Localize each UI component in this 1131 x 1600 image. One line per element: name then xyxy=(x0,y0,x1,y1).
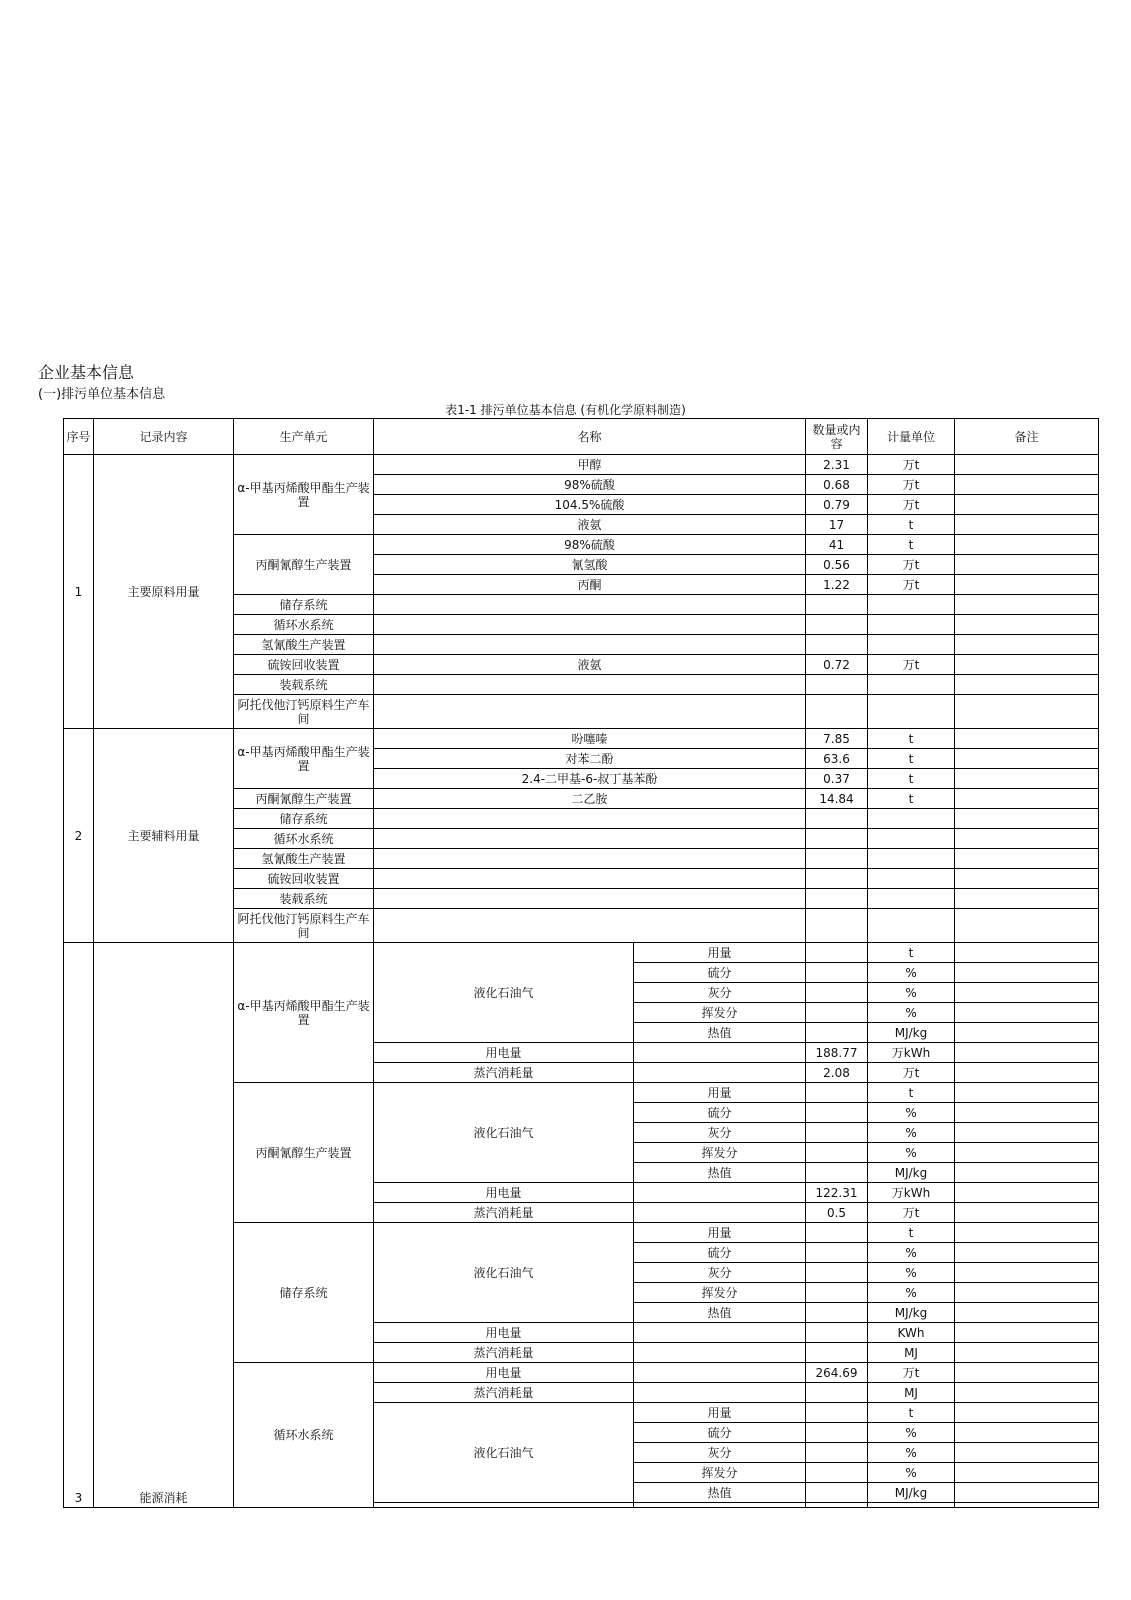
sec1-unit-h: 阿托伐他汀钙原料生产车间 xyxy=(234,695,374,729)
table-row xyxy=(64,943,1099,963)
auxiliary-qty xyxy=(806,849,868,869)
energy-mu: % xyxy=(868,1143,955,1163)
auxiliary-name: 对苯二酚 xyxy=(374,749,806,769)
elec-sub xyxy=(634,1363,806,1383)
remark-cell xyxy=(955,1263,1099,1283)
header-name: 名称 xyxy=(374,419,806,455)
material-mu: t xyxy=(868,535,955,555)
prop-label: 用量 xyxy=(634,1403,806,1423)
steam-label: 蒸汽消耗量 xyxy=(374,1343,634,1363)
remark-cell xyxy=(955,1083,1099,1103)
energy-qty xyxy=(806,943,868,963)
table-header-row xyxy=(64,419,1099,455)
remark-cell xyxy=(955,455,1099,475)
header-qty: 数量或内容 xyxy=(806,419,868,455)
remark-cell xyxy=(955,1483,1099,1503)
energy-mu: % xyxy=(868,983,955,1003)
remark-cell xyxy=(955,595,1099,615)
sec1-unit-b: 丙酮氰醇生产装置 xyxy=(234,535,374,595)
material-qty: 17 xyxy=(806,515,868,535)
remark-cell xyxy=(955,1163,1099,1183)
energy-mu: % xyxy=(868,1123,955,1143)
auxiliary-name: 二乙胺 xyxy=(374,789,806,809)
auxiliary-mu: t xyxy=(868,749,955,769)
remark-cell xyxy=(955,1183,1099,1203)
prop-label: 热值 xyxy=(634,1023,806,1043)
remark-cell xyxy=(955,1063,1099,1083)
energy-mu: MJ/kg xyxy=(868,1163,955,1183)
energy-mu: MJ/kg xyxy=(868,1023,955,1043)
material-qty: 2.31 xyxy=(806,455,868,475)
table-caption: 表1-1 排污单位基本信息 (有机化学原料制造) xyxy=(445,403,686,417)
energy-qty: 0.5 xyxy=(806,1203,868,1223)
sec1-unit-e: 氢氰酸生产装置 xyxy=(234,635,374,655)
auxiliary-name: 2.4-二甲基-6-叔丁基苯酚 xyxy=(374,769,806,789)
remark-cell xyxy=(955,1103,1099,1123)
material-qty: 0.72 xyxy=(806,655,868,675)
remark-cell xyxy=(955,849,1099,869)
energy-mu: KWh xyxy=(868,1323,955,1343)
lpg-label: 液化石油气 xyxy=(374,1083,634,1183)
remark-cell xyxy=(955,1023,1099,1043)
material-name: 98%硫酸 xyxy=(374,475,806,495)
energy-mu: % xyxy=(868,1423,955,1443)
remark-cell xyxy=(955,1243,1099,1263)
auxiliary-mu: t xyxy=(868,789,955,809)
energy-mu: MJ xyxy=(868,1343,955,1363)
material-name: 甲醇 xyxy=(374,455,806,475)
prop-label: 硫分 xyxy=(634,1103,806,1123)
sec2-record: 主要辅料用量 xyxy=(94,729,234,943)
steam-sub xyxy=(634,1383,806,1403)
material-name xyxy=(374,675,806,695)
prop-label: 用量 xyxy=(634,1223,806,1243)
steam-label: 蒸汽消耗量 xyxy=(374,1383,634,1403)
energy-qty xyxy=(806,1443,868,1463)
sec3-unit-c: 储存系统 xyxy=(234,1223,374,1363)
energy-qty xyxy=(806,1143,868,1163)
material-qty xyxy=(806,595,868,615)
auxiliary-qty: 63.6 xyxy=(806,749,868,769)
prop-label: 硫分 xyxy=(634,1243,806,1263)
prop-label: 硫分 xyxy=(634,1423,806,1443)
header-unit: 生产单元 xyxy=(234,419,374,455)
auxiliary-mu: t xyxy=(868,729,955,749)
sec1-unit-d: 循环水系统 xyxy=(234,615,374,635)
energy-mu: 万t xyxy=(868,1063,955,1083)
material-qty: 0.56 xyxy=(806,555,868,575)
remark-cell xyxy=(955,809,1099,829)
energy-qty: 2.08 xyxy=(806,1063,868,1083)
elec-sub xyxy=(634,1043,806,1063)
energy-mu: t xyxy=(868,1223,955,1243)
energy-qty: 122.31 xyxy=(806,1183,868,1203)
energy-qty xyxy=(806,1483,868,1503)
energy-qty xyxy=(806,1023,868,1043)
energy-qty xyxy=(806,1283,868,1303)
remark-cell xyxy=(955,695,1099,729)
material-qty: 0.79 xyxy=(806,495,868,515)
sec1-unit-a: α-甲基丙烯酸甲酯生产装置 xyxy=(234,455,374,535)
remark-cell xyxy=(955,1203,1099,1223)
remark-cell xyxy=(955,1363,1099,1383)
remark-cell xyxy=(955,1003,1099,1023)
remark-cell xyxy=(955,635,1099,655)
energy-qty xyxy=(806,1383,868,1403)
material-qty: 41 xyxy=(806,535,868,555)
auxiliary-mu xyxy=(868,809,955,829)
auxiliary-name xyxy=(374,809,806,829)
sec2-unit-h: 阿托伐他汀钙原料生产车间 xyxy=(234,909,374,943)
remark-cell xyxy=(955,555,1099,575)
document-heading: 企业基本信息 xyxy=(38,363,135,382)
remark-cell xyxy=(955,1303,1099,1323)
prop-label: 热值 xyxy=(634,1483,806,1503)
energy-mu: 万t xyxy=(868,1363,955,1383)
energy-mu: t xyxy=(868,1403,955,1423)
remark-cell xyxy=(955,1143,1099,1163)
auxiliary-mu xyxy=(868,889,955,909)
steam-sub xyxy=(634,1203,806,1223)
remark-cell xyxy=(955,475,1099,495)
remark-cell xyxy=(955,515,1099,535)
remark-cell xyxy=(955,1463,1099,1483)
cut-cell xyxy=(374,1503,634,1508)
prop-label: 用量 xyxy=(634,1083,806,1103)
material-name xyxy=(374,615,806,635)
remark-cell xyxy=(955,1403,1099,1423)
header-mu: 计量单位 xyxy=(868,419,955,455)
elec-label: 用电量 xyxy=(374,1043,634,1063)
sec2-seq: 2 xyxy=(64,729,94,943)
prop-label: 挥发分 xyxy=(634,1143,806,1163)
energy-mu: MJ/kg xyxy=(868,1483,955,1503)
energy-qty xyxy=(806,1343,868,1363)
remark-cell xyxy=(955,1443,1099,1463)
auxiliary-name xyxy=(374,869,806,889)
material-mu: 万t xyxy=(868,655,955,675)
auxiliary-mu xyxy=(868,869,955,889)
material-name xyxy=(374,635,806,655)
auxiliary-qty: 0.37 xyxy=(806,769,868,789)
remark-cell xyxy=(955,1223,1099,1243)
sec2-unit-g: 装载系统 xyxy=(234,889,374,909)
energy-mu: t xyxy=(868,1083,955,1103)
material-mu: 万t xyxy=(868,495,955,515)
remark-cell xyxy=(955,889,1099,909)
energy-qty: 264.69 xyxy=(806,1363,868,1383)
sec1-record: 主要原料用量 xyxy=(94,455,234,729)
steam-sub xyxy=(634,1063,806,1083)
cut-cell xyxy=(868,1503,955,1508)
auxiliary-qty xyxy=(806,889,868,909)
material-name xyxy=(374,595,806,615)
lpg-label: 液化石油气 xyxy=(374,1223,634,1323)
energy-mu: t xyxy=(868,943,955,963)
energy-qty xyxy=(806,1463,868,1483)
remark-cell xyxy=(955,675,1099,695)
energy-mu: MJ/kg xyxy=(868,1303,955,1323)
sec2-unit-b: 丙酮氰醇生产装置 xyxy=(234,789,374,809)
energy-qty xyxy=(806,1303,868,1323)
auxiliary-name xyxy=(374,889,806,909)
sec1-unit-g: 装载系统 xyxy=(234,675,374,695)
prop-label: 灰分 xyxy=(634,983,806,1003)
energy-mu: % xyxy=(868,1463,955,1483)
remark-cell xyxy=(955,729,1099,749)
cut-cell xyxy=(634,1503,806,1508)
energy-mu: % xyxy=(868,1103,955,1123)
energy-mu: % xyxy=(868,1263,955,1283)
remark-cell xyxy=(955,943,1099,963)
material-name: 氰氢酸 xyxy=(374,555,806,575)
material-mu xyxy=(868,695,955,729)
material-qty xyxy=(806,615,868,635)
remark-cell xyxy=(955,769,1099,789)
remark-cell xyxy=(955,749,1099,769)
energy-qty xyxy=(806,983,868,1003)
energy-qty xyxy=(806,1223,868,1243)
elec-label: 用电量 xyxy=(374,1363,634,1383)
elec-sub xyxy=(634,1183,806,1203)
remark-cell xyxy=(955,575,1099,595)
prop-label: 灰分 xyxy=(634,1123,806,1143)
sec3-unit-d: 循环水系统 xyxy=(234,1363,374,1508)
sec3-unit-a: α-甲基丙烯酸甲酯生产装置 xyxy=(234,943,374,1083)
remark-cell xyxy=(955,869,1099,889)
elec-label: 用电量 xyxy=(374,1183,634,1203)
material-name: 104.5%硫酸 xyxy=(374,495,806,515)
sec3-unit-b: 丙酮氰醇生产装置 xyxy=(234,1083,374,1223)
energy-qty: 188.77 xyxy=(806,1043,868,1063)
material-mu xyxy=(868,635,955,655)
material-qty: 1.22 xyxy=(806,575,868,595)
remark-cell xyxy=(955,909,1099,943)
material-name: 液氨 xyxy=(374,655,806,675)
prop-label: 热值 xyxy=(634,1163,806,1183)
remark-cell xyxy=(955,983,1099,1003)
energy-qty xyxy=(806,1423,868,1443)
steam-label: 蒸汽消耗量 xyxy=(374,1063,634,1083)
material-mu xyxy=(868,615,955,635)
material-mu: 万t xyxy=(868,555,955,575)
remark-cell xyxy=(955,1123,1099,1143)
material-mu xyxy=(868,675,955,695)
auxiliary-qty: 7.85 xyxy=(806,729,868,749)
sec1-seq: 1 xyxy=(64,455,94,729)
material-qty: 0.68 xyxy=(806,475,868,495)
sec2-unit-c: 储存系统 xyxy=(234,809,374,829)
material-mu: t xyxy=(868,515,955,535)
material-name xyxy=(374,695,806,729)
energy-qty xyxy=(806,1083,868,1103)
header-record: 记录内容 xyxy=(94,419,234,455)
energy-qty xyxy=(806,1103,868,1123)
cut-cell xyxy=(806,1503,868,1508)
energy-mu: 万t xyxy=(868,1203,955,1223)
table-row xyxy=(64,455,1099,475)
remark-cell xyxy=(955,1343,1099,1363)
auxiliary-mu xyxy=(868,829,955,849)
prop-label: 硫分 xyxy=(634,963,806,983)
prop-label: 挥发分 xyxy=(634,1003,806,1023)
energy-qty xyxy=(806,1263,868,1283)
energy-mu: 万kWh xyxy=(868,1183,955,1203)
auxiliary-name: 吩噻嗪 xyxy=(374,729,806,749)
energy-qty xyxy=(806,1403,868,1423)
energy-mu: % xyxy=(868,1003,955,1023)
remark-cell xyxy=(955,789,1099,809)
prop-label: 用量 xyxy=(634,943,806,963)
energy-qty xyxy=(806,1003,868,1023)
energy-mu: % xyxy=(868,1283,955,1303)
energy-qty xyxy=(806,1323,868,1343)
prop-label: 灰分 xyxy=(634,1443,806,1463)
sec2-unit-d: 循环水系统 xyxy=(234,829,374,849)
auxiliary-name xyxy=(374,829,806,849)
prop-label: 挥发分 xyxy=(634,1463,806,1483)
material-name: 丙酮 xyxy=(374,575,806,595)
energy-mu: % xyxy=(868,1243,955,1263)
prop-label: 挥发分 xyxy=(634,1283,806,1303)
auxiliary-name xyxy=(374,909,806,943)
section-subheading: (一)排污单位基本信息 xyxy=(38,387,166,402)
sec2-unit-a: α-甲基丙烯酸甲酯生产装置 xyxy=(234,729,374,789)
sec1-unit-f: 硫铵回收装置 xyxy=(234,655,374,675)
energy-mu: % xyxy=(868,1443,955,1463)
remark-cell xyxy=(955,1383,1099,1403)
sec2-unit-f: 硫铵回收装置 xyxy=(234,869,374,889)
remark-cell xyxy=(955,1423,1099,1443)
material-mu: 万t xyxy=(868,575,955,595)
remark-cell xyxy=(955,963,1099,983)
material-name: 液氨 xyxy=(374,515,806,535)
header-remark: 备注 xyxy=(955,419,1099,455)
sec3-seq: 3 xyxy=(64,943,94,1508)
energy-mu: % xyxy=(868,963,955,983)
sec3-record: 能源消耗 xyxy=(94,943,234,1508)
auxiliary-qty: 14.84 xyxy=(806,789,868,809)
steam-label: 蒸汽消耗量 xyxy=(374,1203,634,1223)
prop-label: 灰分 xyxy=(634,1263,806,1283)
energy-mu: MJ xyxy=(868,1383,955,1403)
remark-cell xyxy=(955,1323,1099,1343)
elec-sub xyxy=(634,1323,806,1343)
remark-cell xyxy=(955,655,1099,675)
auxiliary-qty xyxy=(806,829,868,849)
remark-cell xyxy=(955,535,1099,555)
material-qty xyxy=(806,635,868,655)
lpg-label: 液化石油气 xyxy=(374,1403,634,1503)
material-mu: 万t xyxy=(868,475,955,495)
auxiliary-mu xyxy=(868,909,955,943)
header-seq: 序号 xyxy=(64,419,94,455)
remark-cell xyxy=(955,615,1099,635)
remark-cell xyxy=(955,495,1099,515)
energy-qty xyxy=(806,1163,868,1183)
prop-label: 热值 xyxy=(634,1303,806,1323)
steam-sub xyxy=(634,1343,806,1363)
material-qty xyxy=(806,695,868,729)
energy-qty xyxy=(806,1243,868,1263)
auxiliary-qty xyxy=(806,909,868,943)
info-table xyxy=(63,418,1099,1508)
sec2-unit-e: 氢氰酸生产装置 xyxy=(234,849,374,869)
lpg-label: 液化石油气 xyxy=(374,943,634,1043)
cut-cell xyxy=(955,1503,1099,1508)
auxiliary-qty xyxy=(806,809,868,829)
material-name: 98%硫酸 xyxy=(374,535,806,555)
material-qty xyxy=(806,675,868,695)
material-mu: 万t xyxy=(868,455,955,475)
remark-cell xyxy=(955,829,1099,849)
energy-mu: 万kWh xyxy=(868,1043,955,1063)
auxiliary-qty xyxy=(806,869,868,889)
auxiliary-name xyxy=(374,849,806,869)
elec-label: 用电量 xyxy=(374,1323,634,1343)
energy-qty xyxy=(806,1123,868,1143)
material-mu xyxy=(868,595,955,615)
sec1-unit-c: 储存系统 xyxy=(234,595,374,615)
auxiliary-mu xyxy=(868,849,955,869)
remark-cell xyxy=(955,1283,1099,1303)
table-row xyxy=(64,729,1099,749)
energy-qty xyxy=(806,963,868,983)
remark-cell xyxy=(955,1043,1099,1063)
auxiliary-mu: t xyxy=(868,769,955,789)
